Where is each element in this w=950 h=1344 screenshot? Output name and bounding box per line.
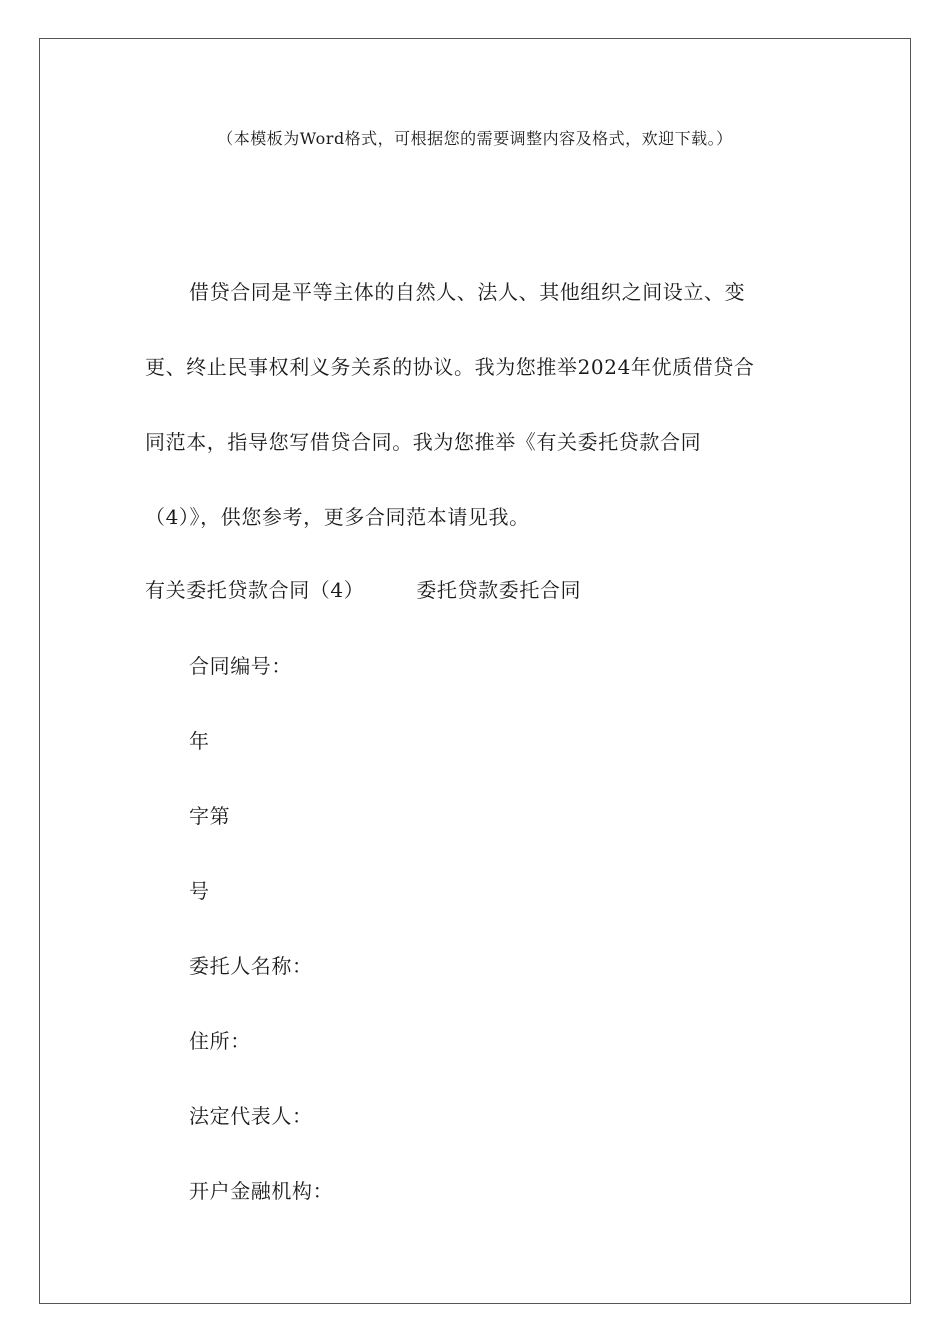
field-character-number: 字第 — [189, 804, 231, 828]
intro-line-4: （4）》，供您参考，更多合同范本请见我。 — [145, 505, 530, 529]
intro-line-3: 同范本，指导您写借贷合同。我为您推举《有关委托贷款合同 — [145, 430, 702, 454]
contract-heading — [145, 574, 581, 603]
page-border — [39, 38, 911, 1304]
contract-heading-title: 有关委托贷款合同（4） — [145, 578, 365, 602]
field-bank: 开户金融机构： — [189, 1179, 334, 1203]
field-legal-representative: 法定代表人： — [189, 1104, 313, 1128]
field-principal-name: 委托人名称： — [189, 954, 313, 978]
intro-line-1: 借贷合同是平等主体的自然人、法人、其他组织之间设立、变 — [189, 280, 746, 304]
field-number: 号 — [189, 879, 210, 903]
template-note: （本模板为Word格式，可根据您的需要调整内容及格式，欢迎下载。） — [217, 129, 733, 148]
field-address: 住所： — [189, 1029, 251, 1053]
contract-heading-subtitle: 委托贷款委托合同 — [416, 578, 582, 602]
field-contract-number: 合同编号： — [189, 654, 292, 678]
field-year: 年 — [189, 729, 210, 753]
intro-line-2: 更、终止民事权利义务关系的协议。我为您推举2024年优质借贷合 — [145, 355, 755, 379]
